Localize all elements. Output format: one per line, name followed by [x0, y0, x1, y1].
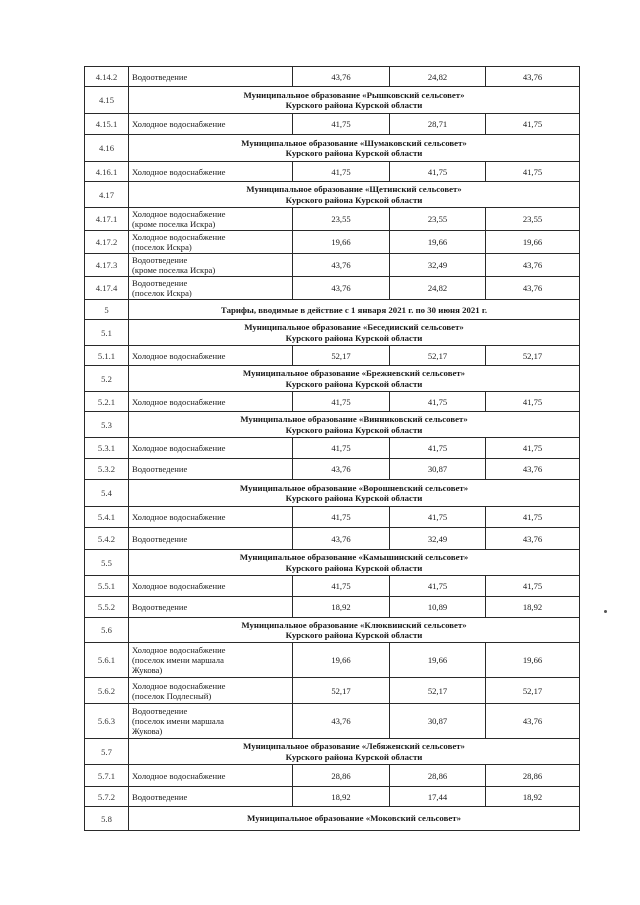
service-name: Холодное водоснабжение: [129, 392, 293, 412]
table-row: [85, 277, 580, 300]
municipality-title: Муниципальное образование «Щетинский сельсовет» Курского района Курской области: [129, 182, 580, 208]
municipality-header-row: [85, 182, 580, 208]
tariff-value-2: 52,17: [390, 346, 486, 366]
table-row: [85, 507, 580, 528]
tariff-value-2: 41,75: [390, 507, 486, 528]
service-name: Водоотведение: [129, 459, 293, 480]
tariff-value-1: 23,55: [293, 208, 390, 231]
tariff-value-1: 41,75: [293, 576, 390, 597]
service-name: Холодное водоснабжение (поселок Искра): [129, 231, 293, 254]
municipality-title: Муниципальное образование «Ворошневский сельсовет» Курского района Курской области: [129, 480, 580, 507]
row-number: 4.17.2: [85, 231, 129, 254]
tariff-value-3: 41,75: [486, 576, 580, 597]
tariff-value-3: 41,75: [486, 392, 580, 412]
table-row: [85, 787, 580, 807]
municipality-header-row: [85, 320, 580, 346]
row-number: 5.5.1: [85, 576, 129, 597]
row-number: 5.2: [85, 366, 129, 392]
row-number: 5.7.2: [85, 787, 129, 807]
tariff-value-3: 18,92: [486, 597, 580, 618]
row-number: 4.14.2: [85, 67, 129, 87]
municipality-header-row: [85, 739, 580, 765]
service-name: Холодное водоснабжение: [129, 507, 293, 528]
row-number: 4.16: [85, 135, 129, 162]
tariff-table-body: [85, 67, 580, 831]
service-name: Водоотведение: [129, 597, 293, 618]
municipality-title: Муниципальное образование «Моковский сельсовет»: [129, 807, 580, 831]
municipality-header-row: [85, 618, 580, 643]
service-name: Холодное водоснабжение: [129, 162, 293, 182]
municipality-header-row: [85, 366, 580, 392]
service-name: Водоотведение (поселок Искра): [129, 277, 293, 300]
municipality-title: Муниципальное образование «Камышинский сельсовет» Курского района Курской области: [129, 550, 580, 576]
row-number: 4.15.1: [85, 114, 129, 135]
service-name: Холодное водоснабжение: [129, 346, 293, 366]
municipality-title: Муниципальное образование «Беседииский сельсовет» Курского района Курской области: [129, 320, 580, 346]
tariff-value-3: 52,17: [486, 678, 580, 704]
tariff-value-3: 41,75: [486, 114, 580, 135]
row-number: 5.3.1: [85, 438, 129, 459]
municipality-title: Муниципальное образование «Шумаковский сельсовет» Курского района Курской области: [129, 135, 580, 162]
row-number: 5: [85, 300, 129, 320]
tariff-value-1: 41,75: [293, 114, 390, 135]
table-row: [85, 254, 580, 277]
tariff-value-3: 43,76: [486, 528, 580, 550]
table-row: [85, 114, 580, 135]
tariff-value-1: 41,75: [293, 507, 390, 528]
table-row: [85, 67, 580, 87]
tariff-value-3: 18,92: [486, 787, 580, 807]
tariff-value-2: 28,86: [390, 765, 486, 787]
row-number: 5.4.1: [85, 507, 129, 528]
table-row: [85, 765, 580, 787]
tariff-value-2: 24,82: [390, 277, 486, 300]
row-number: 4.17: [85, 182, 129, 208]
tariff-value-2: 19,66: [390, 643, 486, 678]
service-name: Холодное водоснабжение: [129, 438, 293, 459]
municipality-header-row: [85, 87, 580, 114]
tariff-value-1: 52,17: [293, 678, 390, 704]
row-number: 5.4.2: [85, 528, 129, 550]
row-number: 4.17.4: [85, 277, 129, 300]
table-row: [85, 576, 580, 597]
municipality-title: Муниципальное образование «Брежневский сельсовет» Курского района Курской области: [129, 366, 580, 392]
tariff-value-2: 41,75: [390, 392, 486, 412]
tariff-value-3: 43,76: [486, 277, 580, 300]
tariff-value-1: 18,92: [293, 787, 390, 807]
tariff-value-2: 41,75: [390, 162, 486, 182]
tariff-value-2: 17,44: [390, 787, 486, 807]
table-row: [85, 597, 580, 618]
tariff-value-3: 19,66: [486, 643, 580, 678]
service-name: Водоотведение: [129, 528, 293, 550]
municipality-header-row: [85, 807, 580, 831]
tariff-value-2: 10,89: [390, 597, 486, 618]
row-number: 5.7: [85, 739, 129, 765]
tariff-value-1: 43,76: [293, 704, 390, 739]
tariff-value-1: 43,76: [293, 254, 390, 277]
row-number: 5.5: [85, 550, 129, 576]
service-name: Холодное водоснабжение (поселок имени маршала Жукова): [129, 643, 293, 678]
service-name: Водоотведение: [129, 67, 293, 87]
row-number: 5.6.1: [85, 643, 129, 678]
tariff-value-3: 41,75: [486, 438, 580, 459]
table-row: [85, 459, 580, 480]
tariff-value-2: 32,49: [390, 254, 486, 277]
row-number: 5.4: [85, 480, 129, 507]
row-number: 4.16.1: [85, 162, 129, 182]
table-row: [85, 438, 580, 459]
row-number: 4.17.3: [85, 254, 129, 277]
row-number: 5.7.1: [85, 765, 129, 787]
section-title: Тарифы, вводимые в действие с 1 января 2021 г. по 30 июня 2021 г.: [129, 300, 580, 320]
table-row: [85, 162, 580, 182]
tariff-value-3: 41,75: [486, 507, 580, 528]
tariff-value-3: 43,76: [486, 67, 580, 87]
row-number: 5.6: [85, 618, 129, 643]
municipality-header-row: [85, 135, 580, 162]
table-row: [85, 346, 580, 366]
tariff-value-1: 43,76: [293, 67, 390, 87]
service-name: Холодное водоснабжение (кроме поселка Искра): [129, 208, 293, 231]
municipality-title: Муниципальное образование «Винниковский сельсовет» Курского района Курской области: [129, 412, 580, 438]
row-number: 4.17.1: [85, 208, 129, 231]
tariff-value-2: 41,75: [390, 438, 486, 459]
tariff-value-3: 23,55: [486, 208, 580, 231]
row-number: 5.3: [85, 412, 129, 438]
table-row: [85, 678, 580, 704]
scan-speck: [604, 610, 607, 613]
tariff-value-3: 43,76: [486, 459, 580, 480]
tariff-value-1: 52,17: [293, 346, 390, 366]
tariff-value-3: 19,66: [486, 231, 580, 254]
tariff-value-3: 28,86: [486, 765, 580, 787]
service-name: Водоотведение: [129, 787, 293, 807]
municipality-header-row: [85, 550, 580, 576]
tariff-value-2: 41,75: [390, 576, 486, 597]
tariff-value-2: 52,17: [390, 678, 486, 704]
municipality-title: Муниципальное образование «Рышковский сельсовет» Курского района Курской области: [129, 87, 580, 114]
table-row: [85, 392, 580, 412]
row-number: 5.3.2: [85, 459, 129, 480]
tariff-value-2: 30,87: [390, 704, 486, 739]
tariff-value-1: 19,66: [293, 643, 390, 678]
tariff-value-1: 43,76: [293, 277, 390, 300]
row-number: 5.1: [85, 320, 129, 346]
service-name: Холодное водоснабжение (поселок Подлесный): [129, 678, 293, 704]
municipality-header-row: [85, 480, 580, 507]
municipality-header-row: [85, 412, 580, 438]
tariff-value-2: 30,87: [390, 459, 486, 480]
tariff-value-2: 28,71: [390, 114, 486, 135]
row-number: 5.6.2: [85, 678, 129, 704]
tariff-value-1: 41,75: [293, 392, 390, 412]
tariff-value-3: 41,75: [486, 162, 580, 182]
municipality-title: Муниципальное образование «Лебяженский сельсовет» Курского района Курской области: [129, 739, 580, 765]
table-row: [85, 231, 580, 254]
tariff-value-3: 43,76: [486, 254, 580, 277]
tariff-value-2: 23,55: [390, 208, 486, 231]
row-number: 5.2.1: [85, 392, 129, 412]
tariff-value-1: 41,75: [293, 438, 390, 459]
tariff-value-3: 52,17: [486, 346, 580, 366]
tariff-value-1: 43,76: [293, 459, 390, 480]
tariff-value-3: 43,76: [486, 704, 580, 739]
row-number: 5.5.2: [85, 597, 129, 618]
service-name: Холодное водоснабжение: [129, 765, 293, 787]
tariff-value-1: 18,92: [293, 597, 390, 618]
table-row: [85, 643, 580, 678]
service-name: Водоотведение (кроме поселка Искра): [129, 254, 293, 277]
tariff-value-1: 28,86: [293, 765, 390, 787]
tariff-value-2: 32,49: [390, 528, 486, 550]
tariff-value-2: 24,82: [390, 67, 486, 87]
tariff-value-1: 41,75: [293, 162, 390, 182]
service-name: Холодное водоснабжение: [129, 114, 293, 135]
section-row: [85, 300, 580, 320]
row-number: 5.6.3: [85, 704, 129, 739]
row-number: 4.15: [85, 87, 129, 114]
row-number: 5.1.1: [85, 346, 129, 366]
tariff-table: [84, 66, 580, 831]
service-name: Холодное водоснабжение: [129, 576, 293, 597]
tariff-value-2: 19,66: [390, 231, 486, 254]
municipality-title: Муниципальное образование «Клюквинский сельсовет» Курского района Курской области: [129, 618, 580, 643]
tariff-value-1: 43,76: [293, 528, 390, 550]
row-number: 5.8: [85, 807, 129, 831]
table-row: [85, 528, 580, 550]
table-row: [85, 208, 580, 231]
service-name: Водоотведение (поселок имени маршала Жукова): [129, 704, 293, 739]
table-row: [85, 704, 580, 739]
tariff-value-1: 19,66: [293, 231, 390, 254]
